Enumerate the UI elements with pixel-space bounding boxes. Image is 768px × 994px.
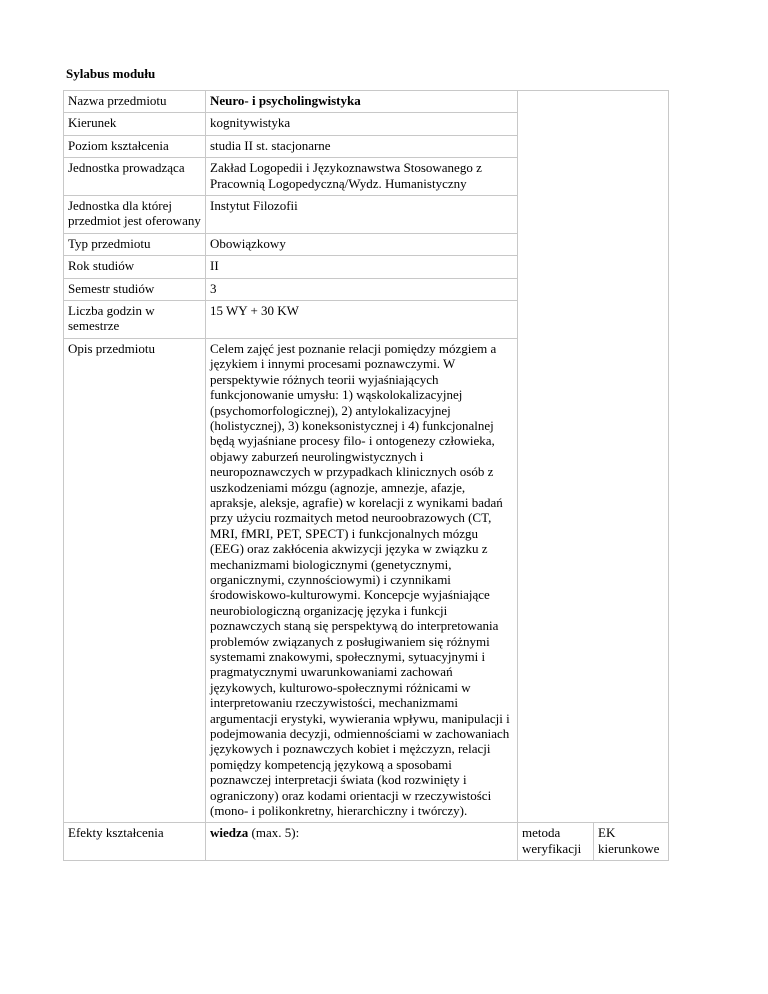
row-label: Typ przedmiotu — [64, 233, 206, 255]
row-label: Semestr studiów — [64, 278, 206, 300]
row-value: Instytut Filozofii — [206, 196, 518, 234]
row-value: 15 WY + 30 KW — [206, 301, 518, 339]
ek-header: EK kierunkowe — [594, 823, 669, 861]
row-value: 3 — [206, 278, 518, 300]
row-label: Jednostka dla której przedmiot jest oferowany — [64, 196, 206, 234]
course-description: Celem zajęć jest poznanie relacji pomiędzy mózgiem a językiem i innymi procesami poznawczymi. W perspektywie różnych teorii wyjaśniających funkcjonowanie umysłu: 1) wąskolokalizacyjnej (psychomorfologicznej), 2) antylokalizacyjnej (holistycznej), 3) koneksonistycznej i 4) funkcjonalnej będą wyjaśniane procesy filo- i ontogenezy człowieka, objawy zaburzeń neurolingwistycznych i neuropoznawczych w przypadkach klinicznych osób z uszkodzeniami mózgu (agnozje, amnezje, afazje, apraksje, aleksje, agrafie) w korelacji z wynikami badań przy użyciu rozmaitych metod neuroobrazowych (CT, MRI, fMRI, PET, SPECT) i funkcjonalnych mózgu (EEG) oraz zakłócenia akwizycji języka w związku z mechanizmami biologicznymi (genetycznymi, organicznymi, czynnościowymi) i czynnikami środowiskowo-kulturowymi. Koncepcje wyjaśniające neurobiologiczną organizację języka i funkcji poznawczych staną się perspektywą do interpretowania problemów związanych z posługiwaniem się różnymi systemami znakowymi, społecznymi, sytuacyjnymi i pragmatycznymi uwarunkowaniami zachowań językowych, kulturowo-społecznymi różnicami w interpretowaniu rzeczywistości, mechanizmami argumentacji erystyki, wywierania wpływu, manipulacji i podejmowania decyzji, odmiennościami w zachowaniach językowych i poznawczych kobiet i mężczyzn, relacji pomiędzy kompetencją językową a sposobami poznawczej interpretacji świata (kod rozwinięty i ograniczony) oraz kodami orientacji w rzeczywistości (mono- i polikonkretny, hierarchiczny i twórczy). — [206, 338, 518, 823]
verification-method-header: metoda weryfikacji — [518, 823, 594, 861]
row-label: Liczba godzin w semestrze — [64, 301, 206, 339]
row-label: Opis przedmiotu — [64, 338, 206, 823]
row-label: Jednostka prowadząca — [64, 158, 206, 196]
table-row — [64, 91, 669, 113]
knowledge-max: (max. 5): — [248, 825, 300, 841]
row-label: Nazwa przedmiotu — [64, 91, 206, 113]
course-name: Neuro- i psycholingwistyka — [206, 91, 518, 113]
row-value: studia II st. stacjonarne — [206, 135, 518, 157]
syllabus-table — [63, 90, 669, 861]
blank-side-cell — [518, 91, 669, 823]
row-label: Efekty kształcenia — [64, 823, 206, 861]
row-value: Zakład Logopedii i Językoznawstwa Stosowanego z Pracownią Logopedyczną/Wydz. Humanistyczny — [206, 158, 518, 196]
row-value: kognitywistyka — [206, 113, 518, 135]
table-row — [64, 823, 669, 861]
knowledge-label: wiedza — [210, 825, 249, 841]
row-value: II — [206, 256, 518, 278]
row-label: Poziom kształcenia — [64, 135, 206, 157]
knowledge-cell — [206, 823, 518, 861]
row-label: Kierunek — [64, 113, 206, 135]
row-label: Rok studiów — [64, 256, 206, 278]
row-value: Obowiązkowy — [206, 233, 518, 255]
document-heading: Sylabus modułu — [66, 66, 156, 81]
